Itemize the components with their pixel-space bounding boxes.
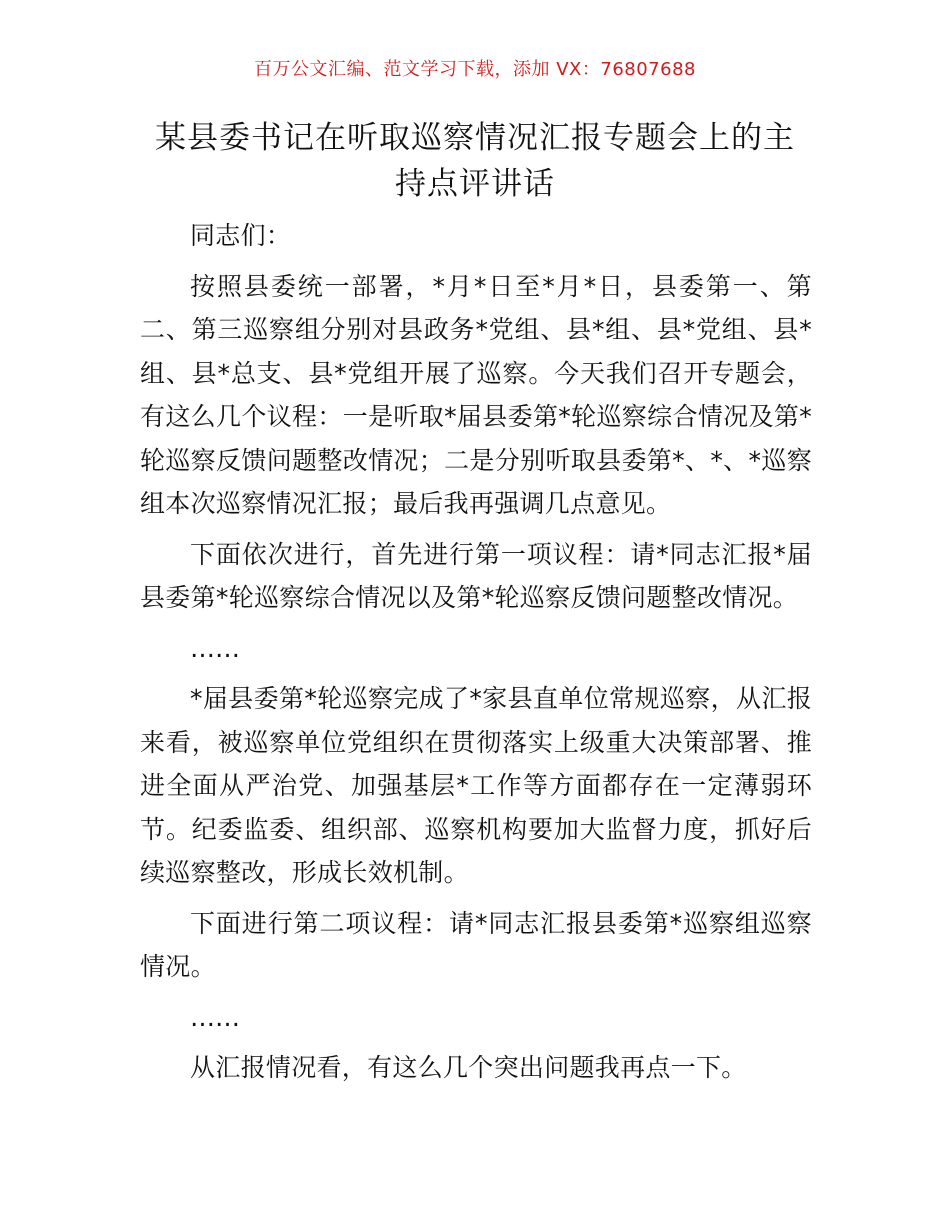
paragraph-first-agenda: 下面依次进行，首先进行第一项议程：请*同志汇报*届县委第*轮巡察综合情况以及第*轮巡察反馈问题整改情况。 [140, 539, 812, 612]
paragraph-ellipsis: …… [190, 633, 240, 663]
paragraph-ellipsis: …… [190, 1002, 240, 1032]
document-body [140, 214, 812, 1097]
paragraph-second-agenda: 下面进行第二项议程：请*同志汇报县委第*巡察组巡察情况。 [140, 908, 812, 981]
page-title: 某县委书记在听取巡察情况汇报专题会上的主持点评讲话 [155, 120, 795, 202]
paragraph-closing: 从汇报情况看，有这么几个突出问题我再点一下。 [190, 1053, 747, 1082]
paragraph-comment: *届县委第*轮巡察完成了*家县直单位常规巡察，从汇报来看，被巡察单位党组织在贯彻落实上级重大决策部署、推进全面从严治党、加强基层*工作等方面都存在一定薄弱环节。纪委监委、组织部、巡察机构要加大监督力度，抓好后续巡察整改，形成长效机制。 [140, 684, 812, 887]
header-banner: 百万公文汇编、范文学习下载，添加 VX：76807688 [254, 59, 696, 80]
paragraph-intro: 按照县委统一部署，*月*日至*月*日，县委第一、第二、第三巡察组分别对县政务*党组、县*组、县*党组、县*组、县*总支、县*党组开展了巡察。今天我们召开专题会，有这么几个议程：一是听取*届县委第*轮巡察综合情况及第*轮巡察反馈问题整改情况；二是分别听取县委第*、*、*巡察组本次巡察情况汇报；最后我再强调几点意见。 [140, 271, 812, 518]
paragraph-salutation: 同志们： [190, 221, 292, 250]
